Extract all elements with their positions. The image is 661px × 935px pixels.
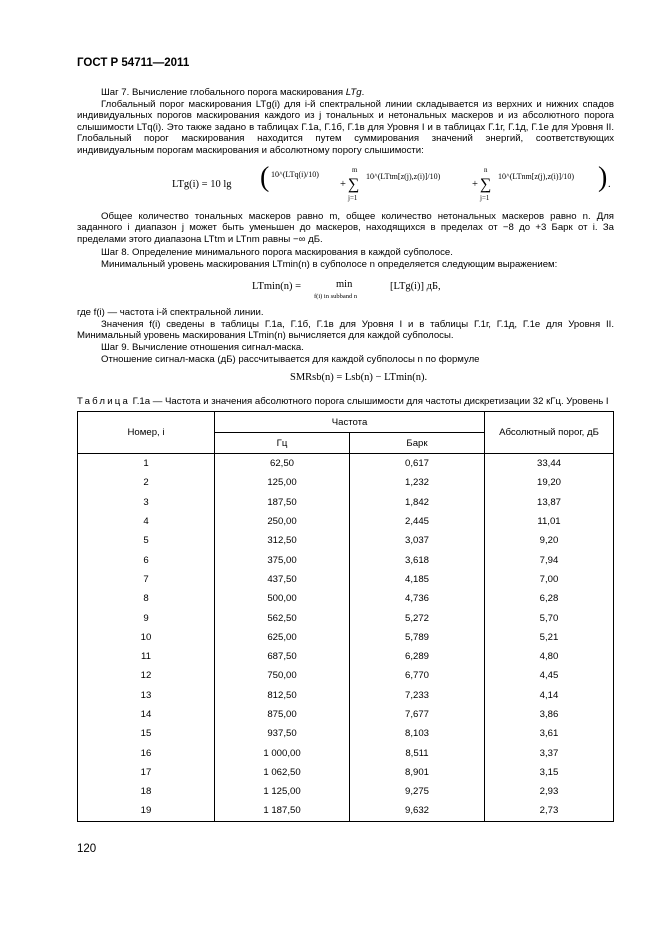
table-row: [78, 686, 614, 705]
paragraph-masker-counts: Общее количество тональных маскеров равно m, общее количество нетональных маскеров равно n. Для заданного i диапазон j может быть уменьшен до маскеров, находящихся в пределах от −8 до +3 Барк от i. За пределами этого диапазона LTtm и LTnm равны −∞ дБ.: [77, 211, 614, 245]
cell-number: 7: [78, 570, 215, 589]
frequency-threshold-table: [77, 411, 614, 822]
cell-bark: 5,272: [350, 608, 485, 627]
cell-bark: 1,842: [350, 493, 485, 512]
cell-number: 8: [78, 589, 215, 608]
cell-threshold: 4,14: [485, 686, 614, 705]
formula1-sum1-top: m: [352, 166, 358, 174]
formula1-plus2: +: [472, 179, 478, 190]
cell-hz: 750,00: [215, 666, 350, 685]
cell-bark: 4,185: [350, 570, 485, 589]
cell-threshold: 3,61: [485, 724, 614, 743]
table-row: [78, 647, 614, 666]
step7-title-text: Шаг 7. Вычисление глобального порога маскирования: [101, 87, 346, 98]
cell-number: 10: [78, 628, 215, 647]
table-row: [78, 724, 614, 743]
cell-number: 5: [78, 531, 215, 550]
cell-threshold: 6,28: [485, 589, 614, 608]
table-row: [78, 666, 614, 685]
cell-threshold: 19,20: [485, 473, 614, 492]
formula1-term1: 10^(LTq(i)/10): [271, 170, 319, 179]
formula1-lhs: LTg(i) = 10 lg: [172, 179, 232, 190]
cell-bark: 4,736: [350, 589, 485, 608]
step7-title: Шаг 7. Вычисление глобального порога маскирования LTg.: [101, 87, 365, 98]
cell-hz: 812,50: [215, 686, 350, 705]
table-caption-text: Г.1а — Частота и значения абсолютного порога слышимости для частоты дискретизации 32 кГц. Уровень I: [130, 396, 609, 407]
formula1-open-paren: (: [260, 162, 270, 193]
global-threshold-formula: [172, 162, 612, 204]
cell-bark: 8,901: [350, 763, 485, 782]
cell-hz: 125,00: [215, 473, 350, 492]
step9-paragraph: Отношение сигнал-маска (дБ) рассчитывается для каждой субполосы n по формуле: [101, 354, 480, 365]
step7-paragraph: Глобальный порог маскирования LTg(i) для i-й спектральной линии складывается из верхних и нижних спадов индивидуальных порогов маскирования каждого из j тональных и нетональных маскеров и из абсолютного порога слышимости LTq(i). Это также задано в таблицах Г.1а, Г.1б, Г.1в для Уровня I и в таблицах Г.1г, Г.1д, Г.1е для Уровня II. Глобальный порог маскирования находится путем суммирования значений энергий, соответствующих индивидуальным порогам маскирования и абсолютному порогу слышимости:: [77, 99, 614, 156]
page-number: 120: [77, 843, 97, 855]
formula2-lhs: LTmin(n) =: [252, 281, 301, 292]
cell-number: 4: [78, 512, 215, 531]
table-row: [78, 531, 614, 550]
cell-bark: 9,632: [350, 801, 485, 821]
cell-hz: 937,50: [215, 724, 350, 743]
where-line: где f(i) — частота i-й спектральной линии.: [77, 307, 264, 318]
cell-bark: 9,275: [350, 782, 485, 801]
formula1-sum2-sigma: ∑: [480, 176, 492, 193]
cell-threshold: 4,80: [485, 647, 614, 666]
cell-hz: 625,00: [215, 628, 350, 647]
cell-threshold: 5,21: [485, 628, 614, 647]
cell-threshold: 13,87: [485, 493, 614, 512]
formula1-plus1: +: [340, 179, 346, 190]
cell-hz: 437,50: [215, 570, 350, 589]
cell-threshold: 33,44: [485, 454, 614, 474]
cell-bark: 5,789: [350, 628, 485, 647]
table-caption: [77, 396, 609, 407]
cell-bark: 1,232: [350, 473, 485, 492]
cell-bark: 7,233: [350, 686, 485, 705]
cell-hz: 687,50: [215, 647, 350, 666]
cell-bark: 8,511: [350, 743, 485, 762]
formula2-arg: [LTg(i)] дБ,: [390, 281, 441, 292]
min-threshold-formula: [252, 277, 472, 305]
table-caption-word: Таблица: [77, 396, 131, 407]
cell-number: 11: [78, 647, 215, 666]
cell-hz: 1 187,50: [215, 801, 350, 821]
cell-threshold: 3,86: [485, 705, 614, 724]
cell-hz: 1 062,50: [215, 763, 350, 782]
formula1-sum1-bottom: j=1: [348, 194, 358, 202]
formula1-term3: 10^(LTnm[z(j),z(i)]/10): [498, 172, 575, 181]
cell-threshold: 7,94: [485, 550, 614, 569]
cell-number: 3: [78, 493, 215, 512]
header-hz: Гц: [215, 433, 350, 454]
step8-title: Шаг 8. Определение минимального порога маскирования в каждой субполосе.: [101, 247, 453, 258]
formula1-sum1-sigma: ∑: [348, 176, 360, 193]
table-row: [78, 570, 614, 589]
cell-threshold: 7,00: [485, 570, 614, 589]
step7-variable: LTg: [345, 87, 362, 98]
formula1-period: .: [608, 179, 611, 190]
cell-number: 2: [78, 473, 215, 492]
cell-number: 6: [78, 550, 215, 569]
cell-bark: 8,103: [350, 724, 485, 743]
table-row: [78, 608, 614, 627]
cell-number: 13: [78, 686, 215, 705]
table-row: [78, 628, 614, 647]
cell-bark: 0,617: [350, 454, 485, 474]
table-row: [78, 512, 614, 531]
table-row: [78, 454, 614, 474]
table-row: [78, 705, 614, 724]
cell-threshold: 2,73: [485, 801, 614, 821]
cell-threshold: 4,45: [485, 666, 614, 685]
cell-number: 19: [78, 801, 215, 821]
cell-bark: 3,037: [350, 531, 485, 550]
header-bark: Барк: [350, 433, 485, 454]
cell-bark: 7,677: [350, 705, 485, 724]
cell-hz: 1 000,00: [215, 743, 350, 762]
cell-hz: 375,00: [215, 550, 350, 569]
table-row: [78, 473, 614, 492]
cell-number: 17: [78, 763, 215, 782]
header-threshold: Абсолютный порог, дБ: [485, 412, 614, 454]
cell-hz: 875,00: [215, 705, 350, 724]
cell-hz: 312,50: [215, 531, 350, 550]
formula1-term2: 10^(LTtm[z(j),z(i)]/10): [366, 172, 441, 181]
cell-number: 14: [78, 705, 215, 724]
cell-hz: 62,50: [215, 454, 350, 474]
cell-hz: 250,00: [215, 512, 350, 531]
table-row: [78, 743, 614, 762]
table-row: [78, 782, 614, 801]
cell-threshold: 11,01: [485, 512, 614, 531]
cell-bark: 6,289: [350, 647, 485, 666]
cell-number: 16: [78, 743, 215, 762]
formula1-close-paren: ): [598, 162, 608, 193]
table-body: [78, 454, 614, 822]
smr-formula: SMRsb(n) = Lsb(n) − LTmin(n).: [290, 372, 428, 383]
cell-hz: 1 125,00: [215, 782, 350, 801]
header-number: Номер, i: [78, 412, 215, 454]
cell-threshold: 2,93: [485, 782, 614, 801]
cell-threshold: 9,20: [485, 531, 614, 550]
cell-bark: 6,770: [350, 666, 485, 685]
cell-number: 15: [78, 724, 215, 743]
cell-threshold: 3,37: [485, 743, 614, 762]
cell-hz: 187,50: [215, 493, 350, 512]
formula2-min: min: [336, 279, 353, 290]
cell-number: 12: [78, 666, 215, 685]
cell-hz: 562,50: [215, 608, 350, 627]
cell-bark: 3,618: [350, 550, 485, 569]
cell-number: 1: [78, 454, 215, 474]
cell-number: 18: [78, 782, 215, 801]
formula2-sub: f(i) in subband n: [314, 293, 358, 300]
header-frequency: Частота: [215, 412, 485, 433]
table-row: [78, 763, 614, 782]
cell-hz: 500,00: [215, 589, 350, 608]
cell-number: 9: [78, 608, 215, 627]
table-row: [78, 801, 614, 821]
formula1-sum2-top: n: [484, 166, 488, 174]
cell-threshold: 3,15: [485, 763, 614, 782]
step9-title: Шаг 9. Вычисление отношения сигнал-маска.: [101, 342, 304, 353]
document-header: ГОСТ Р 54711—2011: [77, 57, 190, 69]
table-row: [78, 550, 614, 569]
step8-paragraph: Минимальный уровень маскирования LTmin(n) в субполосе n определяется следующим выражением:: [101, 259, 558, 270]
paragraph-values: Значения f(i) сведены в таблицы Г.1а, Г.1б, Г.1в для Уровня I и в таблицы Г.1г, Г.1д, Г.1е для Уровня II. Минимальный уровень маскирования LTmin(n) вычисляется для каждой субполосы.: [77, 319, 614, 342]
cell-bark: 2,445: [350, 512, 485, 531]
cell-threshold: 5,70: [485, 608, 614, 627]
table-row: [78, 493, 614, 512]
table-row: [78, 589, 614, 608]
formula1-sum2-bottom: j=1: [480, 194, 490, 202]
